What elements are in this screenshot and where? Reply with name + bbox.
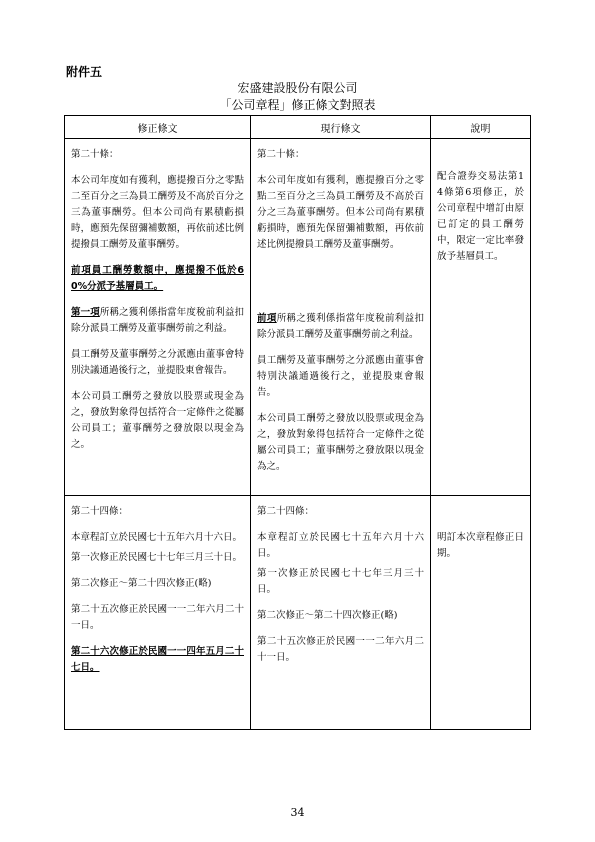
- explanation-text: 明訂本次章程修正日期。: [437, 532, 524, 559]
- new-paragraph: 第二十六次修正於民國一一四年五月二十七日。: [71, 646, 244, 673]
- paragraph: 第二次修正～第二十四次修正(略): [257, 610, 398, 621]
- paragraph: 本公司年度如有獲利，應提撥百分之零點二至百分之三為員工酬勞及不高於百分之三為董事酬勞。但本公司尚有累積虧損時，應預先保留彌補數額，再依前述比例提撥員工酬勞及董事酬勞。: [71, 175, 244, 250]
- new-text: 第一項: [71, 307, 100, 318]
- paragraph-text: 所稱之獲利係指當年度稅前利益扣除分派員工酬勞及董事酬勞前之利益。: [71, 307, 244, 334]
- article-heading: 第二十條：: [71, 149, 119, 160]
- paragraph-text: 所稱之獲利係指當年度稅前利益扣除分派員工酬勞及董事酬勞前之利益。: [257, 313, 424, 340]
- table-row: [65, 139, 531, 496]
- amended-cell: [65, 139, 251, 496]
- document-title: 「公司章程」修正條文對照表: [219, 98, 376, 112]
- paragraph: 本章程訂立於民國七十五年六月十六日。: [257, 532, 424, 559]
- explanation-cell: [431, 496, 531, 730]
- paragraph: 本公司員工酬勞之發放以股票或現金為之，發放對象得包括符合一定條件之從屬公司員工；董事酬勞之發放限以現金為之。: [257, 413, 424, 472]
- table-row: [65, 496, 531, 730]
- paragraph: 員工酬勞及董事酬勞之分派應由董事會特別決議通過後行之，並提股東會報告。: [71, 349, 244, 376]
- paragraph: 第二十五次修正於民國一一二年六月二十一日。: [257, 636, 424, 663]
- table-header-row: [65, 116, 531, 139]
- article-heading: 第二十四條：: [257, 506, 315, 517]
- paragraph: 本公司年度如有獲利，應提撥百分之零點二至百分之三為員工酬勞及不高於百分之三為董事酬勞。但本公司尚有累積虧損時，應預先保留彌補數額，再依前述比例提撥員工酬勞及董事酬勞。: [257, 175, 424, 250]
- current-cell: [251, 496, 431, 730]
- paragraph: 員工酬勞及董事酬勞之分派應由董事會特別決議通過後行之，並提股東會報告。: [257, 355, 424, 398]
- paragraph: [257, 311, 424, 343]
- paragraph: 本公司員工酬勞之發放以股票或現金為之，發放對象得包括符合一定條件之從屬公司員工；董事酬勞之發放限以現金為之。: [71, 391, 244, 450]
- explanation-cell: [431, 139, 531, 496]
- col-header-explanation: 說明: [431, 116, 531, 139]
- current-cell: [251, 139, 431, 496]
- article-heading: 第二十條：: [257, 149, 305, 160]
- new-paragraph: 前項員工酬勞數額中，應提撥不低於60%分派予基層員工。: [71, 265, 244, 292]
- article-heading: 第二十四條：: [71, 506, 129, 517]
- paragraph: 第二十五次修正於民國一一二年六月二十一日。: [71, 604, 244, 631]
- explanation-text: 配合證券交易法第14條第6項修正，於公司章程中增訂由原已訂定的員工酬勞中，限定一定比率發放予基層員工。: [437, 171, 524, 262]
- attachment-label: 附件五: [66, 65, 103, 79]
- company-name: 宏盛建設股份有限公司: [237, 81, 358, 95]
- paragraph: [71, 305, 244, 337]
- paragraph: 第二次修正～第二十四次修正(略): [71, 578, 212, 589]
- amended-cell: [65, 496, 251, 730]
- removed-text: 前項: [257, 313, 277, 324]
- page-number: 34: [290, 806, 305, 819]
- paragraph: 本章程訂立於民國七十五年六月十六日。: [71, 532, 243, 543]
- comparison-table: [64, 115, 531, 730]
- paragraph: 第一次修正於民國七十七年三月三十日。: [257, 568, 424, 595]
- col-header-amended: 修正條文: [65, 116, 251, 139]
- paragraph: 第一次修正於民國七十七年三月三十日。: [71, 552, 243, 563]
- col-header-current: 現行條文: [251, 116, 431, 139]
